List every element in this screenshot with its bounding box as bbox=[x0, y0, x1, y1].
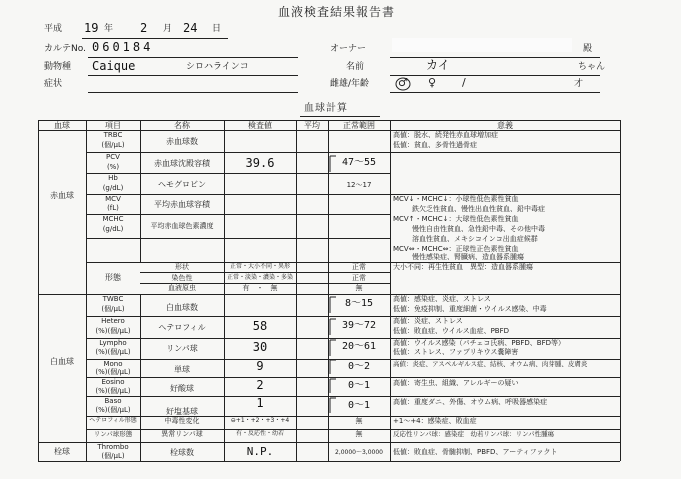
pcv-value: 39.6 bbox=[245, 156, 275, 170]
group-thrombocytes: 栓球 bbox=[54, 447, 70, 456]
day-value: 24 bbox=[183, 21, 198, 35]
sex-female-mark: ♀ bbox=[428, 76, 437, 89]
pet-name: カイ bbox=[426, 58, 450, 72]
thrombo-name: 栓球数 bbox=[170, 448, 194, 457]
header-name: 名称 bbox=[174, 121, 190, 130]
rbc-unit: (個/μL) bbox=[101, 141, 125, 149]
twbc-code: TWBC bbox=[102, 295, 124, 303]
mchc-meaning-5: 慢性感染症、腎臓病、造血器系腫瘍 bbox=[412, 253, 524, 261]
eosino-unit: (%)(個/μL) bbox=[95, 387, 131, 395]
morph-parasite-options: 有 ・ 無 bbox=[242, 284, 278, 292]
group-white-blood-cells: 白血球 bbox=[50, 357, 74, 366]
name-suffix: ちゃん bbox=[578, 62, 606, 72]
rbc-meaning-2: 低値：貧血、多骨性過骨症 bbox=[393, 141, 477, 149]
era-label: 平成 bbox=[44, 24, 63, 34]
baso-value: 1 bbox=[256, 396, 264, 410]
twbc-meaning-1: 高値：感染症、炎症、ストレス bbox=[393, 295, 491, 303]
twbc-name: 白血球数 bbox=[166, 303, 198, 312]
header-item: 項目 bbox=[105, 121, 121, 130]
animal-label: 動物種 bbox=[44, 62, 72, 72]
pcv-unit: (%) bbox=[106, 163, 120, 171]
eosino-code: Eosino bbox=[101, 378, 125, 386]
baso-code: Baso bbox=[104, 397, 122, 405]
eosino-meaning-1: 高値：寄生虫、組織、アレルギーの疑い bbox=[393, 379, 519, 387]
month-unit: 月 bbox=[163, 24, 173, 34]
morph-parasite-name: 血液原虫 bbox=[168, 284, 196, 292]
rbc-meaning-1: 高値：脱水、続発性赤血球増加症 bbox=[393, 131, 498, 139]
mchc-unit: (g/dL) bbox=[102, 225, 124, 233]
mcv-code: MCV bbox=[105, 195, 121, 203]
hetero-morph-name: 中毒性変化 bbox=[164, 417, 200, 425]
lympho-unit: (%)(個/μL) bbox=[95, 348, 131, 356]
morph-staining-options: 正常・淡染・濃染・多染 bbox=[226, 274, 293, 281]
sex-age-label: 雌雄/年齢 bbox=[330, 79, 370, 89]
mono-unit: (%)(個/μL) bbox=[95, 368, 131, 376]
mchc-code: MCHC bbox=[102, 215, 124, 223]
hetero-unit: (%)(個/μL) bbox=[95, 327, 131, 335]
mchc-meaning-4: MCV⇔・MCHC⇔：正球性正色素性貧血 bbox=[393, 245, 519, 253]
lympho-range: 20〜61 bbox=[341, 341, 377, 352]
group-red-blood-cells: 赤血球 bbox=[50, 191, 74, 200]
header-significance: 意義 bbox=[497, 121, 513, 130]
mcv-meaning-2: 鉄欠乏性貧血、慢性出血性貧血、鉛中毒症 bbox=[412, 205, 545, 213]
section-title: 血球計算 bbox=[304, 103, 348, 114]
day-unit: 日 bbox=[212, 24, 222, 34]
lympho-name: リンパ球 bbox=[166, 344, 198, 353]
name-label: 名前 bbox=[346, 62, 365, 72]
hb-unit: (g/dL) bbox=[102, 184, 124, 192]
morph-shape-options: 正常・大小不同・異形 bbox=[229, 263, 290, 270]
owner-label: オーナー bbox=[330, 44, 367, 54]
hb-range: 12〜17 bbox=[346, 181, 372, 189]
karte-label: カルテNo. bbox=[44, 44, 86, 54]
morph-meaning: 大小不同：再生性貧血 異型：造血器系腫瘍 bbox=[393, 263, 533, 271]
hetero-name: ヘテロフィル bbox=[158, 323, 206, 332]
animal-species-japanese: シロハラインコ bbox=[186, 62, 249, 72]
hetero-meaning-2: 低値：敗血症、ウイルス血症、PBFD bbox=[393, 327, 510, 335]
hetero-range: 39〜72 bbox=[341, 320, 377, 331]
baso-unit: (%)(個/μL) bbox=[95, 406, 131, 414]
morph-shape-name: 形状 bbox=[175, 263, 189, 271]
karte-number: 060184 bbox=[92, 40, 154, 54]
baso-range: 0〜1 bbox=[347, 400, 371, 411]
pcv-code: PCV bbox=[106, 153, 120, 161]
animal-species: Caique bbox=[92, 59, 136, 73]
thrombo-code: Thrombo bbox=[97, 443, 129, 451]
twbc-meaning-2: 低値：免疫抑制、重度細菌・ウイルス感染、中毒 bbox=[393, 305, 547, 313]
mchc-name: 平均赤血球色素濃度 bbox=[150, 222, 214, 230]
lympho-morph-range: 無 bbox=[355, 430, 363, 438]
pcv-name: 赤血球沈殿容積 bbox=[154, 159, 210, 168]
lympho-morph-code: リンパ球形態 bbox=[93, 430, 133, 438]
morph-parasite-range: 無 bbox=[355, 284, 363, 292]
sex-age-slash: / bbox=[462, 76, 466, 89]
mcv-name: 平均赤血球容積 bbox=[154, 200, 210, 209]
hetero-morph-options: ⊖+1・+2・+3・+4 bbox=[230, 417, 290, 424]
lympho-meaning-1: 高値：ウイルス感染（パチェコ氏病、PBFD、BFD等） bbox=[393, 339, 566, 347]
eosino-range: 0〜1 bbox=[347, 380, 371, 391]
thrombo-meaning: 低値：敗血症、骨髄抑制、PBFD、アーティファクト bbox=[393, 448, 558, 456]
twbc-unit: (個/μL) bbox=[101, 305, 125, 313]
rbc-name: 赤血球数 bbox=[166, 137, 198, 146]
lympho-morph-name: 異常リンパ球 bbox=[161, 430, 203, 438]
age-unit: 才 bbox=[574, 79, 584, 89]
hetero-code: Hetero bbox=[101, 317, 125, 325]
morph-shape-range: 正常 bbox=[352, 263, 366, 271]
mchc-meaning-1: MCV↑・MCHC↓：大球性低色素性貧血 bbox=[393, 215, 519, 223]
pcv-range: 47〜55 bbox=[341, 157, 377, 168]
morph-label: 形態 bbox=[105, 273, 121, 282]
hetero-morph-meaning: +1〜+4：感染症、敗血症 bbox=[393, 417, 477, 425]
month-value: 2 bbox=[140, 21, 148, 35]
twbc-range: 8〜15 bbox=[344, 298, 374, 309]
mono-name: 単球 bbox=[174, 365, 190, 374]
baso-meaning-1: 高値：重度ダニ、外傷、オウム病、呼吸器感染症 bbox=[393, 398, 548, 406]
hetero-morph-range: 無 bbox=[355, 417, 363, 425]
sex-male-mark: ♂ bbox=[398, 76, 408, 89]
lympho-morph-options: 有・反応性・幼若 bbox=[235, 430, 284, 437]
eosino-name: 好酸球 bbox=[170, 384, 194, 393]
mcv-unit: (fL) bbox=[107, 204, 119, 212]
header-average: 平均 bbox=[304, 121, 320, 130]
header-test-value: 検査値 bbox=[248, 121, 272, 130]
year-unit: 年 bbox=[104, 24, 114, 34]
thrombo-unit: (個/μL) bbox=[101, 452, 125, 460]
mono-code: Mono bbox=[103, 360, 123, 368]
hetero-value: 58 bbox=[252, 319, 268, 333]
mchc-meaning-3: 溶血性貧血、メキシコインコ出血症候群 bbox=[412, 235, 538, 243]
year-value: 19 bbox=[84, 21, 99, 35]
lympho-morph-meaning: 反応性リンパ球：感染症 幼若リンパ球：リンパ性腫瘍 bbox=[393, 430, 555, 438]
hetero-meaning-1: 高値：炎症、ストレス bbox=[393, 317, 463, 325]
thrombo-range: 2,0000〜3,0000 bbox=[335, 449, 383, 456]
mono-meaning-1: 高値：炎症、アスペルギルス症、結核、オウム病、肉芽腫、皮膚炎 bbox=[393, 360, 588, 368]
mono-value: 9 bbox=[256, 359, 264, 373]
mcv-meaning-1: MCV↓・MCHC↓：小球性低色素性貧血 bbox=[393, 195, 519, 203]
owner-suffix: 殿 bbox=[583, 44, 593, 54]
lympho-code: Lympho bbox=[99, 339, 127, 347]
morph-staining-name: 染色性 bbox=[171, 274, 193, 282]
lympho-value: 30 bbox=[252, 340, 268, 354]
thrombo-value: N.P. bbox=[246, 445, 274, 458]
baso-name: 好塩基球 bbox=[166, 407, 198, 416]
rbc-code: TRBC bbox=[103, 131, 123, 139]
mchc-meaning-2: 慢性自由性貧血、急性鉛中毒、その他中毒 bbox=[412, 225, 545, 233]
symptom-label: 症状 bbox=[44, 79, 63, 89]
morph-staining-range: 正常 bbox=[352, 274, 366, 282]
eosino-value: 2 bbox=[256, 378, 264, 392]
document-title: 血液検査結果報告書 bbox=[278, 5, 396, 19]
header-blood-cell: 血球 bbox=[54, 121, 70, 130]
hb-name: ヘモグロビン bbox=[158, 180, 206, 189]
hb-code: Hb bbox=[108, 174, 118, 182]
hetero-morph-code: ヘテロフィル形態 bbox=[89, 417, 137, 424]
lympho-meaning-2: 低値：ストレス、ファブリキウス嚢障害 bbox=[393, 348, 519, 356]
mono-range: 0〜2 bbox=[347, 361, 371, 372]
header-normal-range: 正常範囲 bbox=[343, 121, 375, 130]
